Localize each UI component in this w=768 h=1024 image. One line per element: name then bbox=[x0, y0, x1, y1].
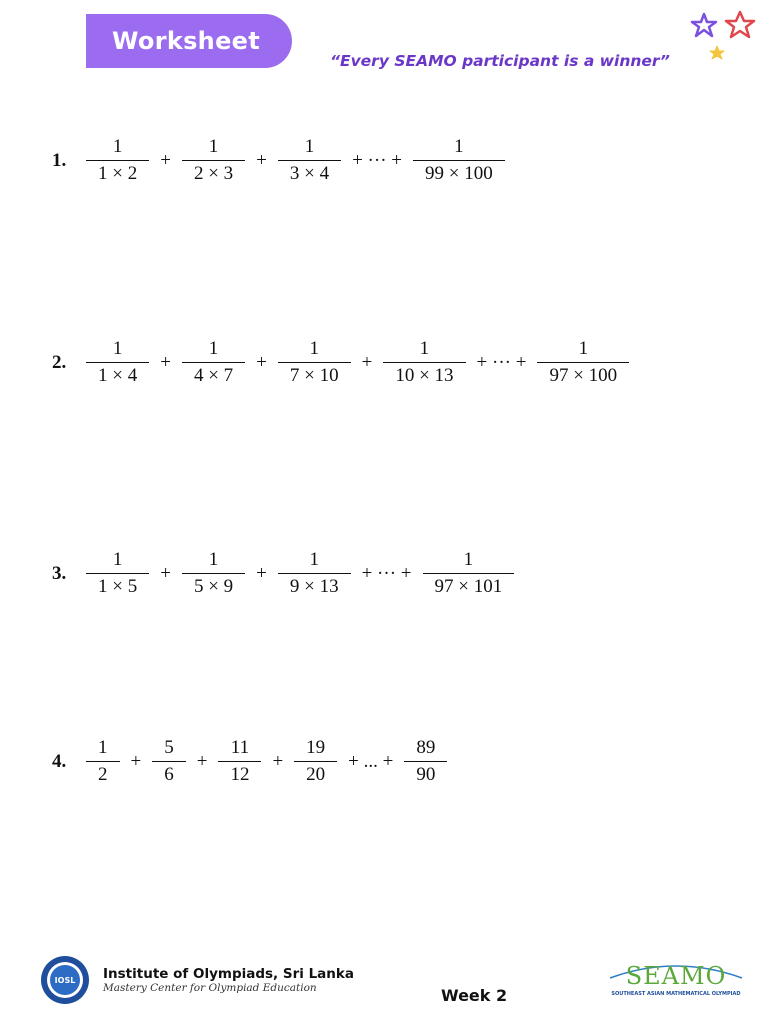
fraction-term bbox=[152, 737, 186, 786]
fraction-denominator: 9 × 13 bbox=[278, 573, 351, 598]
problem-2 bbox=[52, 338, 629, 387]
org-name: Institute of Olympiads, Sri Lanka bbox=[103, 966, 354, 982]
fraction-denominator: 97 × 100 bbox=[537, 362, 629, 387]
fraction-term bbox=[86, 338, 149, 387]
org-tagline: Mastery Center for Olympiad Education bbox=[103, 982, 317, 994]
fraction-numerator: 1 bbox=[208, 338, 219, 359]
fraction-denominator: 97 × 101 bbox=[423, 573, 515, 598]
operator: + bbox=[196, 750, 208, 772]
fraction-term bbox=[278, 136, 341, 185]
fraction-term bbox=[182, 338, 245, 387]
operator: + bbox=[130, 750, 142, 772]
fraction-term bbox=[537, 338, 629, 387]
operator: + ... + bbox=[348, 750, 394, 772]
fraction-numerator: 89 bbox=[416, 737, 436, 758]
worksheet-banner bbox=[86, 14, 292, 68]
fraction-numerator: 1 bbox=[98, 737, 108, 758]
fraction-numerator: 1 bbox=[112, 549, 123, 570]
problem-3 bbox=[52, 549, 514, 598]
fraction-denominator: 7 × 10 bbox=[278, 362, 351, 387]
fraction-denominator: 5 × 9 bbox=[182, 573, 245, 598]
fraction-numerator: 1 bbox=[304, 136, 315, 157]
operator: + bbox=[256, 562, 267, 584]
fraction-denominator: 3 × 4 bbox=[278, 160, 341, 185]
banner-title: Worksheet bbox=[112, 27, 261, 55]
problem-number: 4. bbox=[52, 750, 67, 772]
operator: + bbox=[160, 149, 171, 171]
operator: + ··· + bbox=[361, 562, 412, 584]
seamo-logo bbox=[606, 958, 746, 998]
fraction-numerator: 1 bbox=[454, 136, 464, 157]
fraction-denominator: 2 × 3 bbox=[182, 160, 245, 185]
operator: + bbox=[256, 351, 267, 373]
operator: + bbox=[160, 562, 171, 584]
fraction-denominator: 90 bbox=[404, 761, 447, 786]
week-label: Week 2 bbox=[441, 986, 508, 1005]
fraction-numerator: 11 bbox=[230, 737, 250, 758]
fraction-denominator: 12 bbox=[218, 761, 261, 786]
fraction-term bbox=[278, 549, 351, 598]
operator: + ··· + bbox=[352, 149, 403, 171]
fraction-denominator: 99 × 100 bbox=[413, 160, 505, 185]
fraction-numerator: 1 bbox=[112, 338, 123, 359]
problem-number: 3. bbox=[52, 562, 67, 584]
fraction-numerator: 1 bbox=[309, 338, 319, 359]
operator: + bbox=[160, 351, 171, 373]
fraction-numerator: 1 bbox=[208, 136, 219, 157]
header-quote: “Every SEAMO participant is a winner” bbox=[330, 52, 670, 70]
three-stars-icon bbox=[684, 8, 764, 68]
fraction-term bbox=[413, 136, 505, 185]
problem-number: 2. bbox=[52, 351, 67, 373]
fraction-numerator: 1 bbox=[309, 549, 319, 570]
problem-number: 1. bbox=[52, 149, 67, 171]
fraction-term bbox=[278, 338, 351, 387]
fraction-denominator: 1 × 2 bbox=[86, 160, 149, 185]
iosl-logo-text: IOSL bbox=[54, 976, 76, 985]
operator: + bbox=[272, 750, 284, 772]
fraction-denominator: 10 × 13 bbox=[383, 362, 465, 387]
problem-4 bbox=[52, 737, 447, 786]
seamo-logo-text: SEAMO bbox=[625, 962, 727, 990]
fraction-denominator: 6 bbox=[152, 761, 186, 786]
fraction-term bbox=[218, 737, 261, 786]
fraction-numerator: 1 bbox=[578, 338, 589, 359]
problem-1 bbox=[52, 136, 505, 185]
fraction-denominator: 2 bbox=[86, 761, 120, 786]
fraction-numerator: 1 bbox=[112, 136, 123, 157]
operator: + ··· + bbox=[476, 351, 527, 373]
fraction-term bbox=[86, 737, 120, 786]
seamo-subtitle: SOUTHEAST ASIAN MATHEMATICAL OLYMPIAD bbox=[611, 991, 741, 997]
fraction-numerator: 1 bbox=[208, 549, 219, 570]
fraction-denominator: 4 × 7 bbox=[182, 362, 245, 387]
fraction-denominator: 20 bbox=[294, 761, 337, 786]
iosl-logo bbox=[40, 955, 90, 1005]
fraction-numerator: 1 bbox=[463, 549, 474, 570]
fraction-term bbox=[294, 737, 337, 786]
fraction-denominator: 1 × 5 bbox=[86, 573, 149, 598]
operator: + bbox=[361, 351, 373, 373]
fraction-term bbox=[86, 136, 149, 185]
operator: + bbox=[256, 149, 267, 171]
fraction-numerator: 5 bbox=[164, 737, 174, 758]
fraction-term bbox=[423, 549, 515, 598]
fraction-numerator: 19 bbox=[306, 737, 326, 758]
fraction-term bbox=[383, 338, 465, 387]
fraction-term bbox=[182, 136, 245, 185]
fraction-term bbox=[182, 549, 245, 598]
fraction-term bbox=[86, 549, 149, 598]
fraction-term bbox=[404, 737, 447, 786]
fraction-numerator: 1 bbox=[419, 338, 430, 359]
fraction-denominator: 1 × 4 bbox=[86, 362, 149, 387]
